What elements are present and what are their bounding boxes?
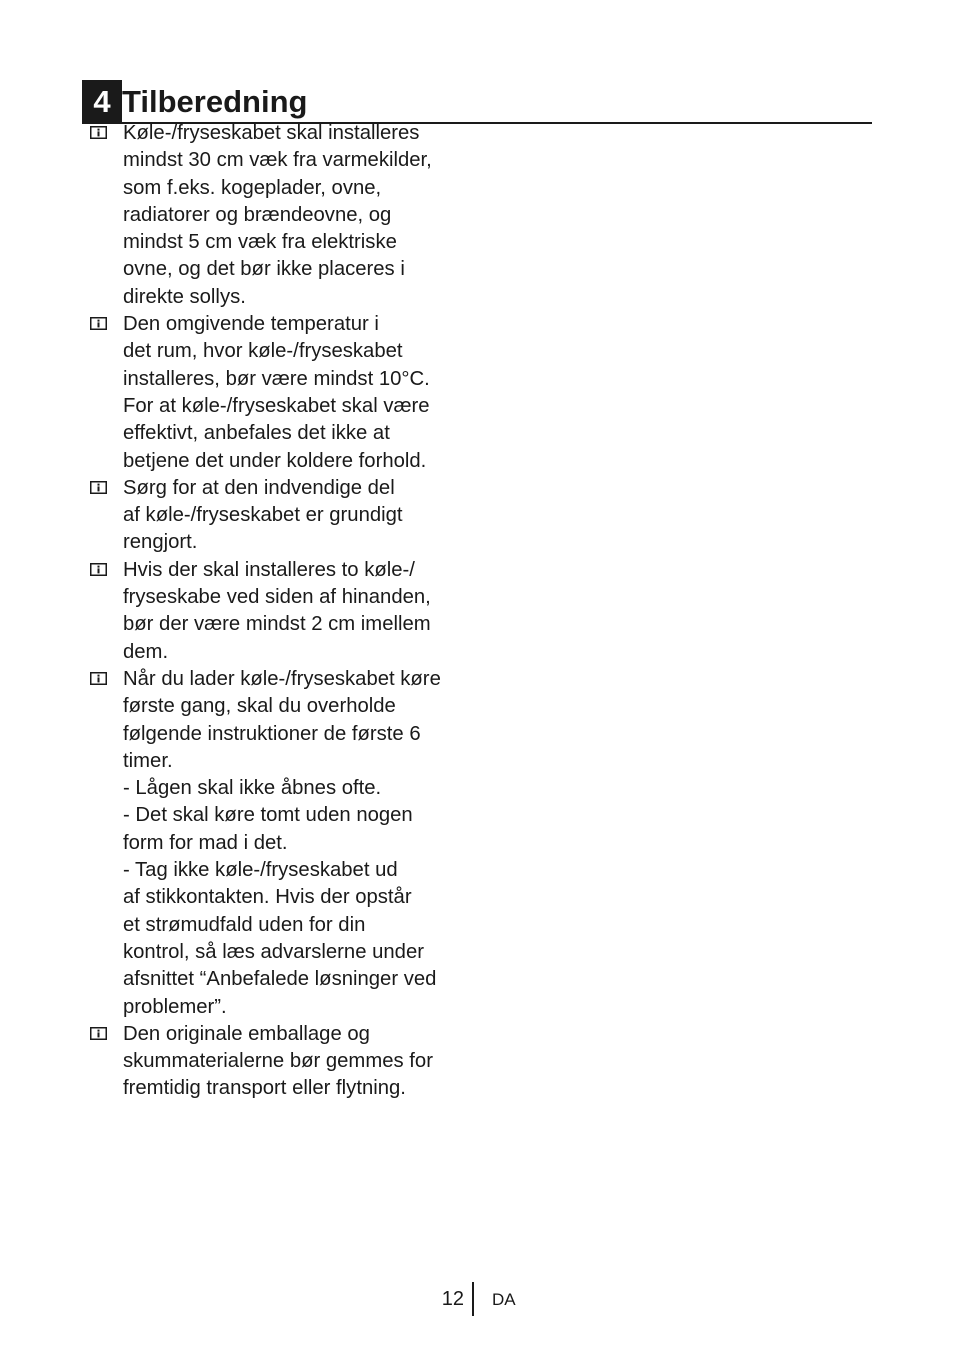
language-code: DA	[492, 1290, 516, 1309]
note-item	[90, 120, 510, 311]
note-item	[90, 557, 510, 666]
note-item	[90, 311, 510, 475]
chapter-number: 4	[82, 80, 122, 122]
note-item	[90, 1021, 510, 1103]
info-icon	[90, 1027, 107, 1040]
note-text: Den omgivende temperatur i det rum, hvor køle-/fryseskabet installeres, bør være mindst 10°C. For at køle-/fryseskabet skal være effektivt, anbefales det ikke at betjene det under koldere forhold.	[123, 313, 430, 472]
section-heading	[82, 80, 872, 124]
note-item	[90, 666, 510, 1021]
notes-list	[90, 120, 510, 1103]
info-icon	[90, 672, 107, 685]
note-text: Sørg for at den indvendige del af køle-/fryseskabet er grundigt rengjort.	[123, 476, 403, 554]
info-icon	[90, 126, 107, 139]
info-icon	[90, 563, 107, 576]
info-icon	[90, 481, 107, 494]
info-icon	[90, 317, 107, 330]
note-item	[90, 475, 510, 557]
note-text: Når du lader køle-/fryseskabet køre første gang, skal du overholde følgende instruktioner de første 6 timer. - Lågen skal ikke åbnes ofte. - Det skal køre tomt uden nogen form for mad i det. - Tag ikke køle-/fryseskabet ud af stikkontakten. Hvis der opstår et strømudfald uden for din kontrol, så læs advarslerne under afsnittet “Anbefalede løsninger ved problemer”.	[123, 667, 441, 1018]
note-text: Hvis der skal installeres to køle-/ fryseskabe ved siden af hinanden, bør der være mindst 2 cm imellem dem.	[123, 558, 431, 663]
note-text: Den originale emballage og skummaterialerne bør gemmes for fremtidig transport eller flytning.	[123, 1022, 433, 1100]
footer-divider	[472, 1282, 474, 1316]
page-footer	[0, 1282, 954, 1316]
page-number: 12	[441, 1288, 464, 1310]
note-text: Køle-/fryseskabet skal installeres mindst 30 cm væk fra varmekilder, som f.eks. kogeplader, ovne, radiatorer og brændeovne, og mindst 5 cm væk fra elektriske ovne, og det bør ikke placeres i direkte sollys.	[123, 122, 432, 308]
chapter-title: Tilberedning	[122, 84, 308, 119]
